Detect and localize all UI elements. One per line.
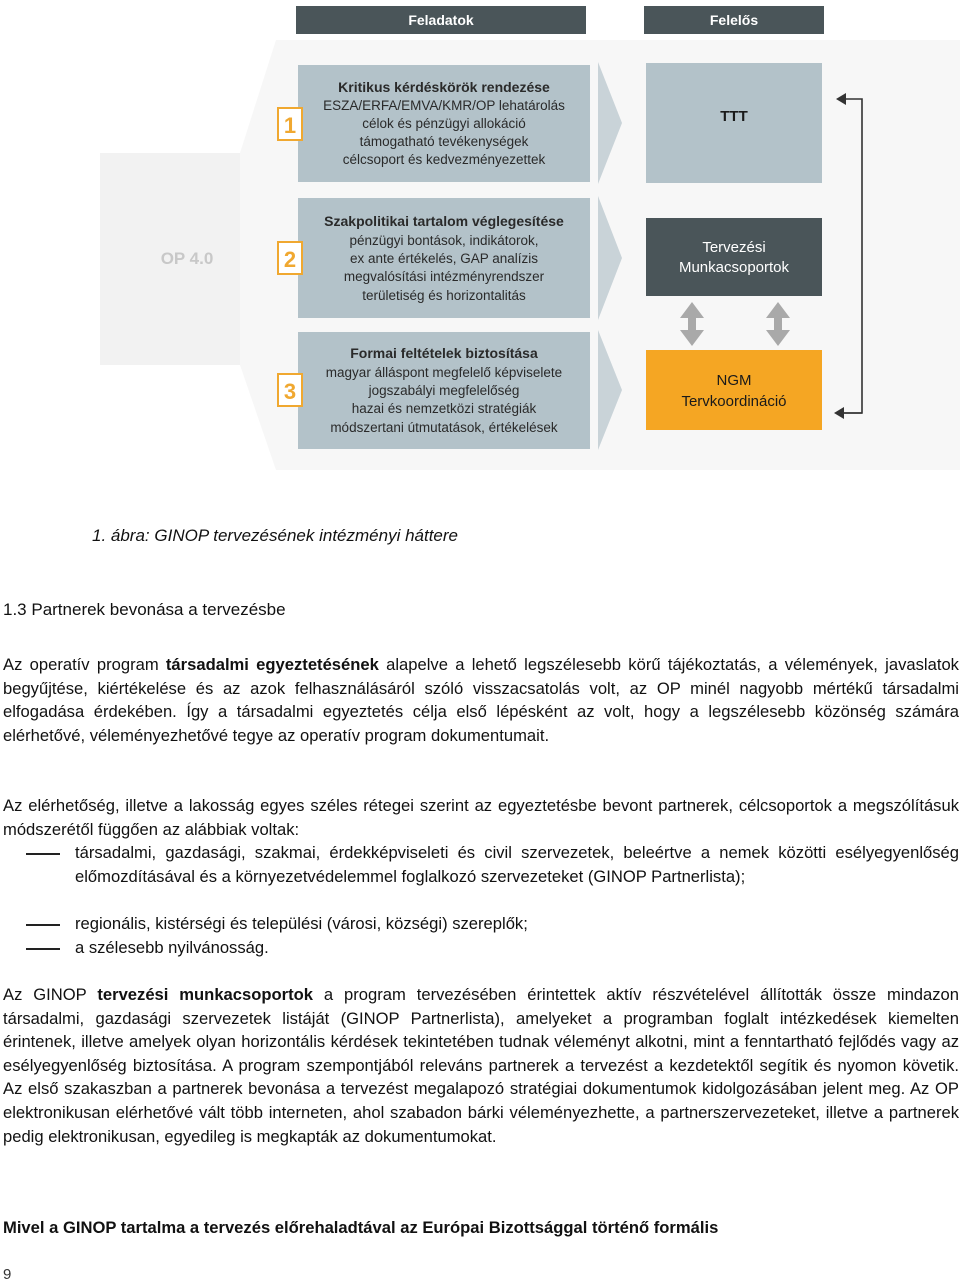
block-1-title: Kritikus kérdéskörök rendezése bbox=[338, 79, 550, 95]
resp-ngm-line: Tervkoordináció bbox=[681, 393, 787, 410]
bullet-dash bbox=[26, 924, 60, 926]
block-1-line: támogatható tevékenységek bbox=[359, 134, 529, 149]
bullet-dash bbox=[26, 948, 60, 950]
block-2-line: területiség és horizontalitás bbox=[362, 288, 526, 303]
block-2-line: megvalósítási intézményrendszer bbox=[343, 269, 545, 284]
institutional-diagram bbox=[0, 0, 960, 470]
paragraph-3: Az GINOP tervezési munkacsoportok a program tervezésében érintettek aktív részvételével állították össze mindazon társadalmi, gazdasági szervezetek listáját (GINOP Partnerlista), amelyeket a programban foglalt intézkedések kiemelten érintenek, illetve amelyek olyan horizontális kérdések tekintetében tudnak véleményt alkotni, mint a fenntartható fejlődés vagy az esélyegyenlőség biztosítása. A program szempontjából releváns partnerek a tervezést a kezdetektől segítik és nyomon követik. Az első szakaszban a partnerek bevonása a tervezést megalapozó stratégiai dokumentumok kidolgozásában jelent meg. Az OP elektronikusan elérhetővé vált több interneten, ahol szabadon bárki véleményezhette, a partnerszervezeteket, illetve a partnerek pedig elektronikusan, egyedileg is megkapták az dokumentumokat. bbox=[3, 985, 960, 1146]
resp-box-munkacsoportok bbox=[646, 218, 822, 296]
page-number: 9 bbox=[3, 1266, 12, 1283]
figure-caption: 1. ábra: GINOP tervezésének intézményi háttere bbox=[92, 526, 458, 545]
resp-munkacsoportok-line: Tervezési bbox=[702, 239, 766, 256]
number-1: 1 bbox=[283, 113, 297, 138]
number-3: 3 bbox=[283, 379, 297, 404]
block-3-line: jogszabályi megfelelőség bbox=[368, 383, 520, 398]
bullet-item-2: regionális, kistérségi és települési (városi, községi) szereplők; bbox=[75, 914, 528, 933]
resp-box-ngm bbox=[646, 350, 822, 430]
section-heading: 1.3 Partnerek bevonása a tervezésbe bbox=[3, 600, 286, 619]
paragraph-4: Mivel a GINOP tartalma a tervezés előrehaladtával az Európai Bizottsággal történő formális bbox=[3, 1218, 719, 1237]
resp-ngm-line: NGM bbox=[716, 372, 752, 389]
block-3-line: magyar álláspont megfelelő képviselete bbox=[325, 365, 563, 380]
block-2-line: pénzügyi bontások, indikátorok, bbox=[349, 233, 539, 248]
paragraph-1: Az operatív program társadalmi egyeztetésének alapelve a lehető legszélesebb körű tájékoztatás, a vélemények, javaslatok begyűjtése, kiértékelése és az azok felhasználásáról szóló visszacsatolás volt, az OP minél nagyobb mértékű társadalmi elfogadása érdekében. Így a társadalmi egyeztetés célja első lépésként az volt, hogy a legszélesebb közönség számára elérhetővé, véleményezhetővé tegye az operatív program dokumentumait. bbox=[3, 655, 959, 745]
bullet-item-3: a szélesebb nyilvánosság. bbox=[75, 938, 269, 957]
header-resp-label: Felelős bbox=[709, 12, 759, 28]
bold-term: társadalmi egyeztetésének bbox=[165, 655, 379, 674]
header-tasks-label: Feladatok bbox=[408, 12, 474, 28]
block-3-line: módszertani útmutatások, értékelések bbox=[330, 420, 558, 435]
bullet-item-1: társadalmi, gazdasági, szakmai, érdekképviseleti és civil szervezetek, beleértve a nemek közötti esélyegyenlőség előmozdításával és a környezetvédelemmel foglalkozó szervezeteket (GINOP Partnerlista); bbox=[75, 843, 959, 886]
paragraph-2: Az elérhetőség, illetve a lakosság egyes széles rétegei szerint az egyeztetésbe bevont partnerek, célcsoportok a megszólításuk módszerétől függően az alábbiak voltak: bbox=[3, 796, 959, 839]
block-2-line: ex ante értékelés, GAP analízis bbox=[349, 251, 539, 266]
bullet-dash bbox=[26, 853, 60, 855]
block-3-line: hazai és nemzetközi stratégiák bbox=[351, 401, 537, 416]
op-label: OP 4.0 bbox=[160, 249, 214, 268]
resp-ttt-label: TTT bbox=[720, 108, 748, 125]
number-2: 2 bbox=[283, 247, 297, 272]
block-1-line: célcsoport és kedvezményezettek bbox=[342, 152, 546, 167]
resp-munkacsoportok-line: Munkacsoportok bbox=[678, 259, 790, 276]
block-1-line: ESZA/ERFA/EMVA/KMR/OP lehatárolás bbox=[323, 98, 565, 113]
block-2-title: Szakpolitikai tartalom véglegesítése bbox=[324, 213, 564, 229]
block-1-line: célok és pénzügyi allokáció bbox=[362, 116, 526, 131]
bold-term: tervezési munkacsoportok bbox=[97, 985, 313, 1004]
block-3-title: Formai feltételek biztosítása bbox=[350, 345, 538, 361]
